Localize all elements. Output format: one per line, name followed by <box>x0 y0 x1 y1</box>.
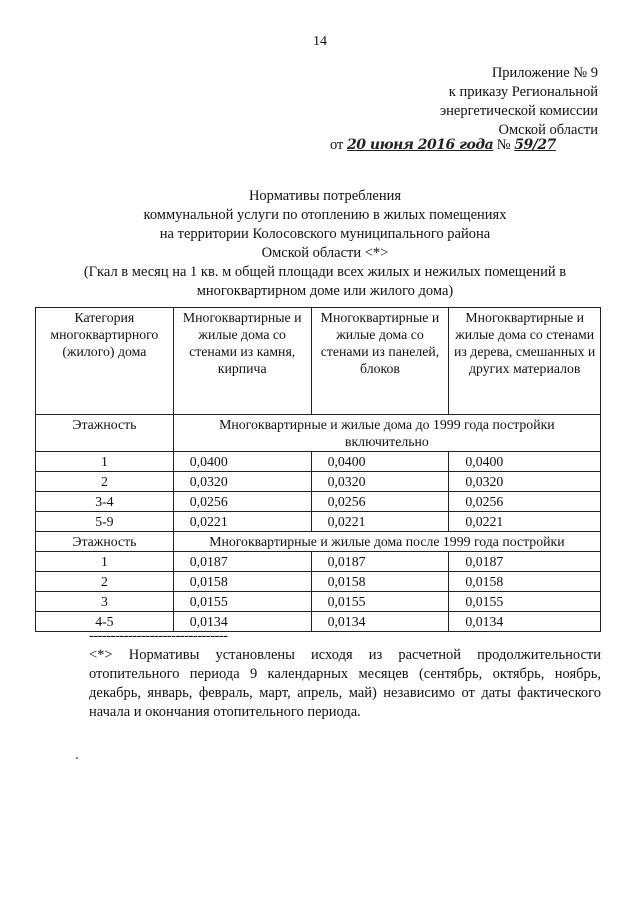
value-cell: 0,0155 <box>449 592 601 612</box>
stray-mark <box>76 757 78 759</box>
value-cell: 0,0134 <box>449 612 601 632</box>
value-cell: 0,0134 <box>173 612 311 632</box>
column-header: Многоквартирные и жилые дома со стенами из панелей, блоков <box>311 308 449 415</box>
handwritten-number: 59/27 <box>514 137 556 153</box>
order-number-label: № <box>496 137 511 153</box>
title-line: коммунальной услуги по отоплению в жилых помещениях <box>143 207 507 223</box>
value-cell: 0,0256 <box>311 492 449 512</box>
appendix-line: Приложение № 9 <box>491 65 598 81</box>
floors-cell: 4-5 <box>36 612 174 632</box>
units-line: многоквартирном доме или жилого дома) <box>196 283 454 299</box>
table-header-row <box>36 308 601 415</box>
table-row <box>36 492 601 512</box>
value-cell: 0,0256 <box>449 492 601 512</box>
page-number: 14 <box>313 34 327 49</box>
value-cell: 0,0221 <box>449 512 601 532</box>
value-cell: 0,0320 <box>449 472 601 492</box>
floors-cell: 1 <box>36 452 174 472</box>
floors-cell: 1 <box>36 552 174 572</box>
section-title: Многоквартирные и жилые дома после 1999 года постройки <box>173 532 600 552</box>
units-line: (Гкал в месяц на 1 кв. м общей площади всех жилых и нежилых помещений в <box>83 264 567 280</box>
appendix-line: к приказу Региональной <box>448 84 598 100</box>
section-label: Этажность <box>36 532 174 552</box>
value-cell: 0,0221 <box>311 512 449 532</box>
value-cell: 0,0320 <box>311 472 449 492</box>
section-label: Этажность <box>36 415 174 452</box>
value-cell: 0,0134 <box>311 612 449 632</box>
value-cell: 0,0221 <box>173 512 311 532</box>
column-header: Категория многоквартирного (жилого) дома <box>36 308 174 415</box>
table-row <box>36 572 601 592</box>
table-row <box>36 592 601 612</box>
table-row <box>36 472 601 492</box>
footnote-separator: -------------------------------- <box>89 628 228 644</box>
table-row <box>36 552 601 572</box>
value-cell: 0,0320 <box>173 472 311 492</box>
value-cell: 0,0158 <box>173 572 311 592</box>
value-cell: 0,0256 <box>173 492 311 512</box>
table-row <box>36 512 601 532</box>
value-cell: 0,0400 <box>311 452 449 472</box>
column-header: Многоквартирные и жилые дома со стенами из камня, кирпича <box>173 308 311 415</box>
document-title <box>40 187 610 301</box>
value-cell: 0,0400 <box>173 452 311 472</box>
order-date-number <box>330 137 556 154</box>
value-cell: 0,0187 <box>173 552 311 572</box>
footnote <box>89 627 601 722</box>
floors-cell: 2 <box>36 572 174 592</box>
table-row <box>36 452 601 472</box>
section-header-row <box>36 415 601 452</box>
value-cell: 0,0187 <box>449 552 601 572</box>
floors-cell: 5-9 <box>36 512 174 532</box>
handwritten-date: 20 июня 2016 года <box>347 137 494 153</box>
title-line: Нормативы потребления <box>248 188 402 204</box>
column-header: Многоквартирные и жилые дома со стенами из дерева, смешанных и других материалов <box>449 308 601 415</box>
appendix-header <box>440 64 598 140</box>
floors-cell: 3 <box>36 592 174 612</box>
appendix-line: энергетической комиссии <box>439 103 598 119</box>
section-title: Многоквартирные и жилые дома до 1999 года постройки включительно <box>173 415 600 452</box>
order-from-label: от <box>330 137 344 153</box>
title-line: на территории Колосовского муниципального района <box>159 226 491 242</box>
value-cell: 0,0158 <box>449 572 601 592</box>
title-line: Омской области <*> <box>261 245 389 261</box>
floors-cell: 3-4 <box>36 492 174 512</box>
section-header-row <box>36 532 601 552</box>
value-cell: 0,0158 <box>311 572 449 592</box>
floors-cell: 2 <box>36 472 174 492</box>
value-cell: 0,0155 <box>311 592 449 612</box>
appendix-line: Омской области <box>498 122 598 138</box>
value-cell: 0,0400 <box>449 452 601 472</box>
footnote-text: <*> Нормативы установлены исходя из расчетной продолжительности отопительного периода 9 календарных месяцев (сентябрь, октябрь, ноябрь, декабрь, январь, февраль, март, апрель, май) независимо от даты фактического начала и окончания отопительного периода. <box>89 647 601 720</box>
norms-table <box>35 307 601 632</box>
value-cell: 0,0155 <box>173 592 311 612</box>
value-cell: 0,0187 <box>311 552 449 572</box>
